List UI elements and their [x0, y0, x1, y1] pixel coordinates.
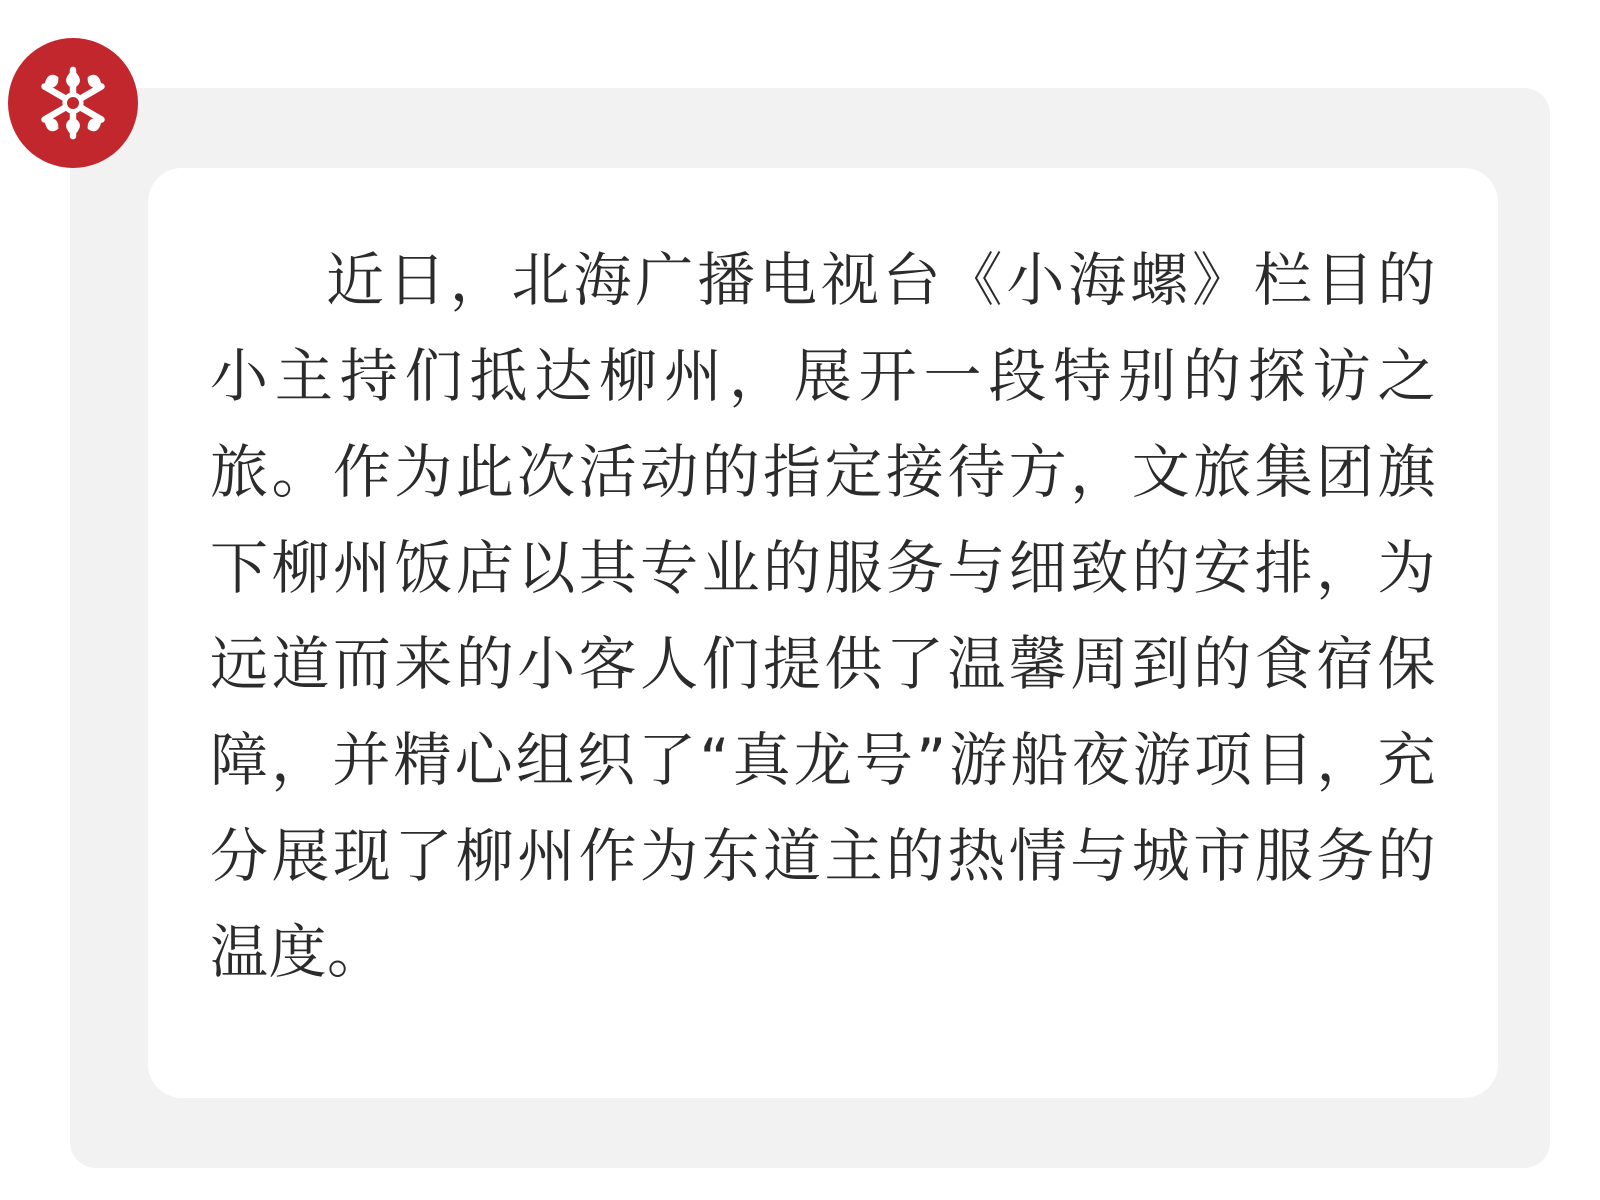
logo-badge: [8, 38, 138, 168]
snowflake-emblem-icon: [27, 57, 119, 149]
article-body-text: 近日，北海广播电视台《小海螺》栏目的小主持们抵达柳州，展开一段特别的探访之旅。作为此次活动的指定接待方，文旅集团旗下柳州饭店以其专业的服务与细致的安排，为远道而来的小客人们提供了温馨周到的食宿保障，并精心组织了“真龙号”游船夜游项目，充分展现了柳州作为东道主的热情与城市服务的温度。: [210, 246, 1436, 986]
article-card: [148, 168, 1498, 1098]
